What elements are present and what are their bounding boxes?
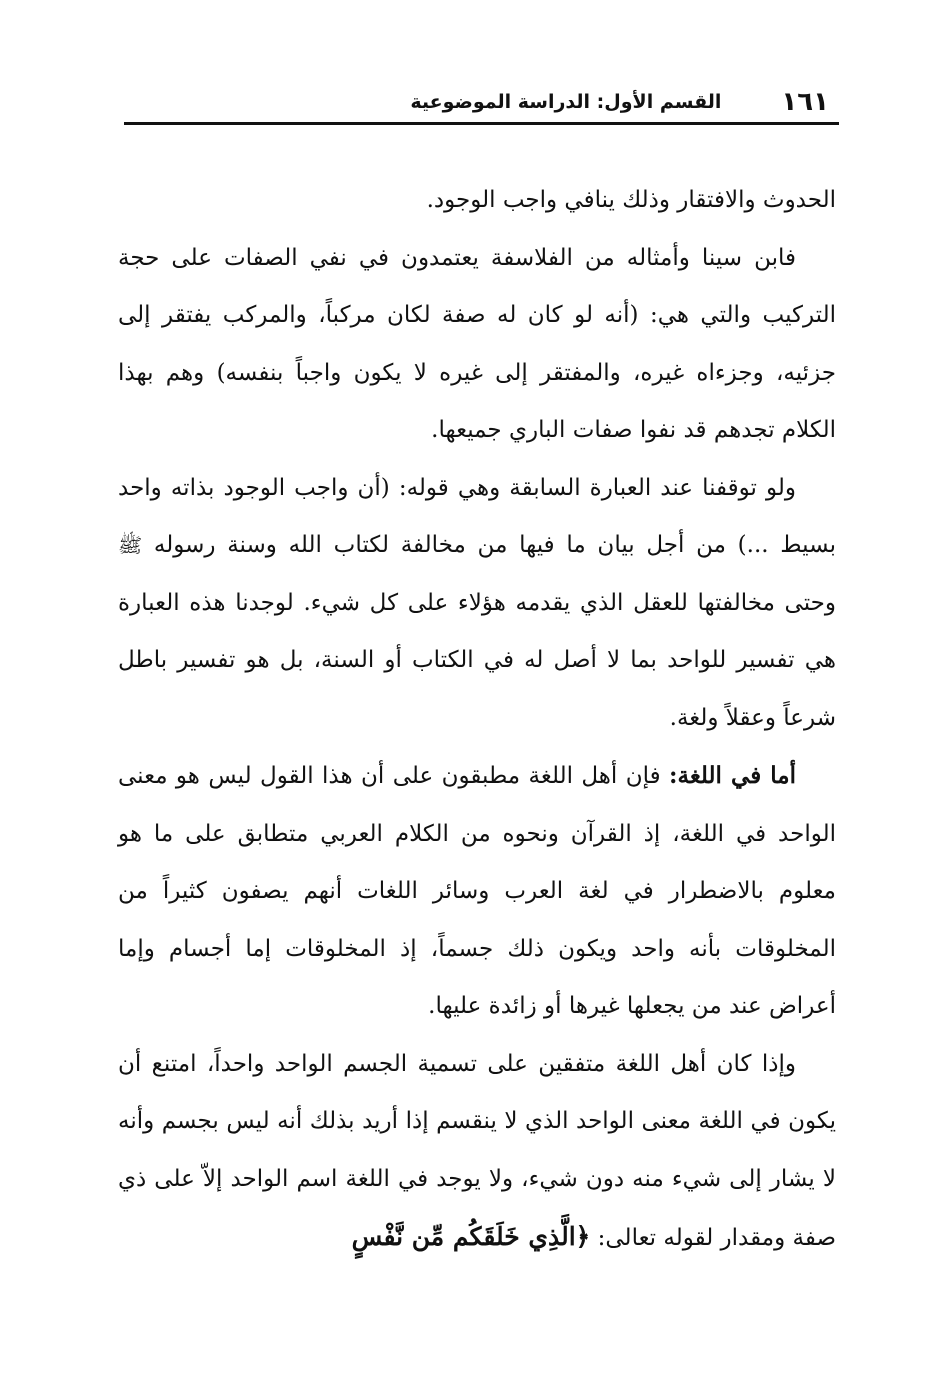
page-number: ١٦١ <box>781 87 829 117</box>
salutation-glyph: ﷺ <box>118 533 143 557</box>
paragraph-text: الحدوث والافتقار وذلك ينافي واجب الوجود. <box>426 187 836 213</box>
quran-verse: ﴿الَّذِي خَلَقَكُم مِّن نَّفْسٍ <box>351 1222 591 1251</box>
section-lead: أما في اللغة: <box>669 762 797 789</box>
paragraph-text: وإذا كان أهل اللغة متفقين على تسمية الجسم الواحد واحداً، امتنع أن يكون في اللغة معنى الواحد الذي لا ينقسم إذا أريد بذلك أنه ليس بجسم وأنه لا يشار إلى شيء منه دون شيء، ولا يوجد في اللغة اسم الواحد إلاّ على ذي صفة ومقدار لقوله تعالى: <box>118 1050 836 1251</box>
paragraph-2 <box>118 230 836 460</box>
paragraph-1 <box>118 172 836 230</box>
header-title: القسم الأول: الدراسة الموضوعية <box>410 91 722 113</box>
paragraph-text: ولو توقفنا عند العبارة السابقة وهي قوله: (أن واجب الوجود بذاته واحد بسيط ...) من أجل بيان ما فيها من مخالفة لكتاب الله وسنة رسوله <box>118 474 837 558</box>
paragraph-text: وحتى مخالفتها للعقل الذي يقدمه هؤلاء على كل شيء. لوجدنا هذه العبارة هي تفسير للواحد بما لا أصل له في الكتاب أو السنة، بل هو تفسير باطل شرعاً وعقلاً ولغة. <box>118 589 836 731</box>
paragraph-5 <box>118 1036 836 1268</box>
body-text <box>118 172 836 1268</box>
paragraph-3 <box>118 460 836 748</box>
paragraph-4 <box>118 747 836 1036</box>
paragraph-text: فإن أهل اللغة مطبقون على أن هذا القول ليس هو معنى الواحد في اللغة، إذ القرآن ونحوه من الكلام العربي متطابق على ما هو معلوم بالاضطرار في لغة العرب وسائر اللغات أنهم يصفون كثيراً من المخلوقات بأنه واحد ويكون ذلك جسماً، إذ المخلوقات إما أجسام وإما أعراض عند من يجعلها غيرها أو زائدة عليها. <box>118 763 836 1019</box>
paragraph-text: فابن سينا وأمثاله من الفلاسفة يعتمدون في نفي الصفات على حجة التركيب والتي هي: (أنه لو كان له صفة لكان مركباً، والمركب يفتقر إلى جزئيه، وجزءاه غيره، والمفتقر إلى غيره لا يكون واجباً بنفسه) وهم بهذا الكلام تجدهم قد نفوا صفات الباري جميعها. <box>118 244 836 443</box>
running-header <box>124 82 839 125</box>
